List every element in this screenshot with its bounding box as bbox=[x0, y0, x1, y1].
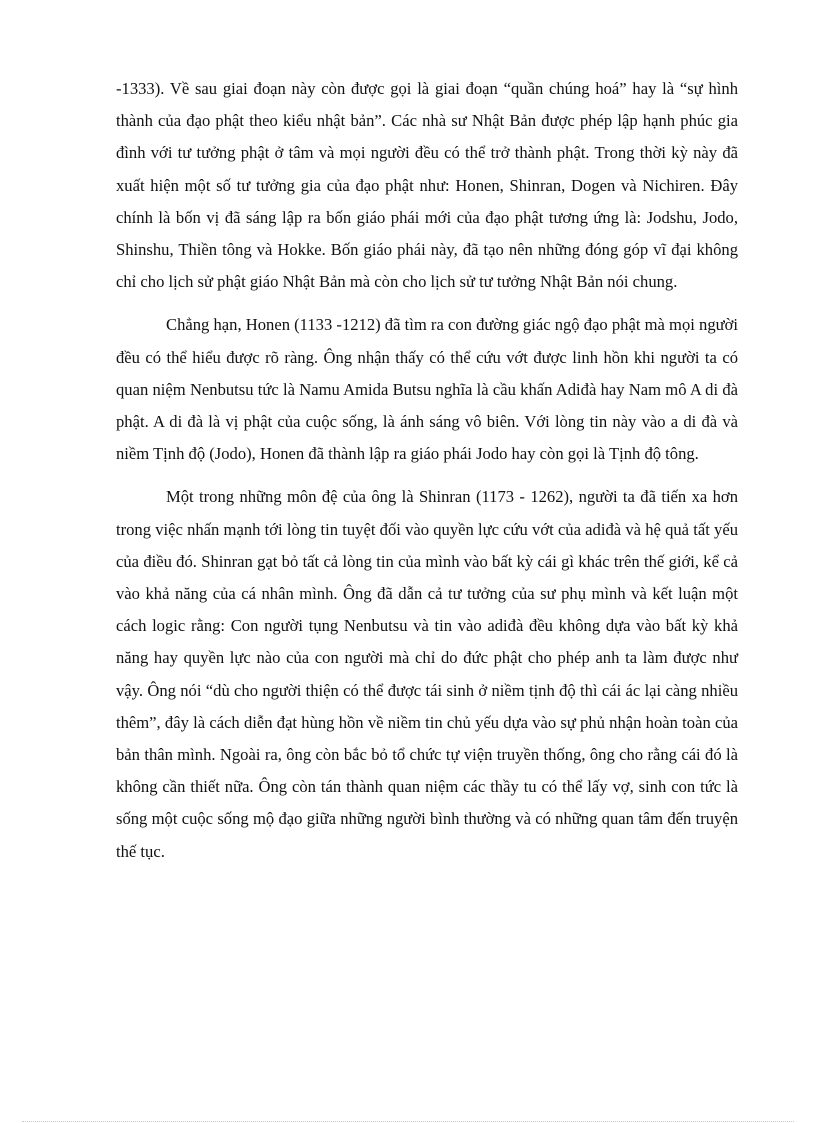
paragraph-3: Một trong những môn đệ của ông là Shinran (1173 - 1262), người ta đã tiến xa hơn trong việc nhấn mạnh tới lòng tin tuyệt đối vào quyền lực cứu vớt của adiđà và hệ quả tất yếu của điều đó. Shinran gạt bỏ tất cả lòng tin của mình vào bất kỳ cái gì khác trên thế giới, kể cả vào khả năng của cá nhân mình. Ông đã dẫn cả tư tưởng của sư phụ mình và kết luận một cách logic rằng: Con người tụng Nenbutsu và tin vào adiđà đều không dựa vào bất kỳ khả năng hay quyền lực nào của con người mà chỉ do đức phật cho phép anh ta làm được như vậy. Ông nói “dù cho người thiện có thể được tái sinh ở niềm tịnh độ thì cái ác lại càng nhiều thêm”, đây là cách diễn đạt hùng hồn về niềm tin chủ yếu dựa vào sự phủ nhận hoàn toàn của bản thân mình. Ngoài ra, ông còn bắc bỏ tổ chức tự viện truyền thống, ông cho rằng cái đó là không cần thiết nữa. Ông còn tán thành quan niệm các thầy tu có thể lấy vợ, sinh con tức là sống một cuộc sống mộ đạo giữa những người bình thường và có những quan tâm đến truyện thế tục. bbox=[116, 487, 738, 861]
paragraph-2: Chẳng hạn, Honen (1133 -1212) đã tìm ra con đường giác ngộ đạo phật mà mọi người đều có thể hiểu được rõ ràng. Ông nhận thấy có thể cứu vớt được linh hồn khi người ta có quan niệm Nenbutsu tức là Namu Amida Butsu nghĩa là cầu khấn Adiđà hay Nam mô A di đà phật. A di đà là vị phật của cuộc sống, là ánh sáng vô biên. Với lòng tin này vào a di đà và niềm Tịnh độ (Jodo), Honen đã thành lập ra giáo phái Jodo hay còn gọi là Tịnh độ tông. bbox=[116, 315, 738, 464]
page-footer-divider bbox=[22, 1121, 794, 1122]
paragraph-1: -1333). Về sau giai đoạn này còn được gọi là giai đoạn “quần chúng hoá” hay là “sự hình thành của đạo phật theo kiểu nhật bản”. Các nhà sư Nhật Bản được phép lập hạnh phúc gia đình với tư tưởng phật ở tâm và mọi người đều có thể trở thành phật. Trong thời kỳ này đã xuất hiện một số tư tưởng gia của đạo phật như: Honen, Shinran, Dogen và Nichiren. Đây chính là bốn vị đã sáng lập ra bốn giáo phái mới của đạo phật tương ứng là: Jodshu, Jodo, Shinshu, Thiền tông và Hokke. Bốn giáo phái này, đã tạo nên những đóng góp vĩ đại không chỉ cho lịch sử phật giáo Nhật Bản mà còn cho lịch sử tư tưởng Nhật Bản nói chung. bbox=[116, 79, 738, 292]
document-body bbox=[116, 73, 738, 879]
